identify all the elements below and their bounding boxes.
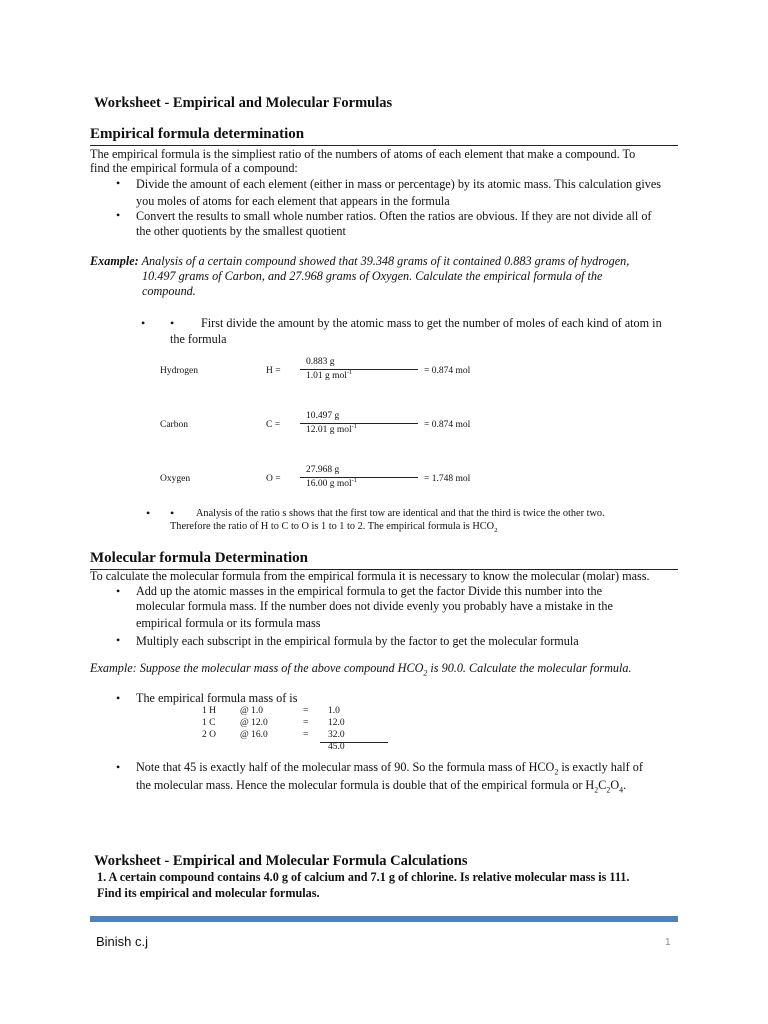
mass-at: @ 16.0 xyxy=(240,730,268,740)
example-text1: Analysis of a certain compound showed that 39.348 grams of it contained 0.883 grams of hydrogen, xyxy=(141,254,630,268)
mass-eq: = xyxy=(303,730,309,740)
mass-at: @ 1.0 xyxy=(240,706,263,716)
bullet-dot: • xyxy=(116,760,121,774)
carbon-symbol: C = xyxy=(266,420,281,430)
step1-line2: the formula xyxy=(170,332,227,346)
oxygen-symbol: O = xyxy=(266,474,281,484)
carbon-label: Carbon xyxy=(160,420,188,430)
bullet-dot: • xyxy=(116,633,121,647)
empirical-heading: Empirical formula determination xyxy=(90,126,305,142)
question1-line2: Find its empirical and molecular formulas. xyxy=(97,886,320,900)
step2-line2: Therefore the ratio of H to C to O is 1 to 1 to 2. The empirical formula is $HCO_2$ xyxy=(170,521,498,535)
hydrogen-denominator: 1.01 g mol$^{-1}$ xyxy=(306,370,353,382)
molecular-heading: Molecular formula Determination xyxy=(90,550,309,566)
mass-value: 12.0 xyxy=(328,718,345,728)
oxygen-denominator: 16.00 g mol$^{-1}$ xyxy=(306,478,357,490)
bullet-dot: • xyxy=(116,208,121,222)
mass-value: 1.0 xyxy=(328,706,340,716)
molecular-intro: To calculate the molecular formula from the empirical formula it is necessary to know the molecular (molar) mass. xyxy=(90,569,650,583)
note-line1: Note that 45 is exactly half of the molecular mass of 90. So the formula mass of $HCO_2$ is exactly half of xyxy=(136,760,643,777)
empirical-bullet2-line1: Convert the results to small whole number ratios. Often the ratios are obvious. If they are not divide all of xyxy=(136,209,652,223)
step1-line1: First divide the amount by the atomic mass to get the number of moles of each kind of atom in xyxy=(201,316,662,330)
bullet-dot: • xyxy=(170,506,175,520)
question1-line1: 1. A certain compound contains 4.0 g of calcium and 7.1 g of chlorine. Is relative molecular mass is 111. xyxy=(97,870,630,884)
mass-eq: = xyxy=(303,718,309,728)
example-line1 xyxy=(90,254,629,269)
mass-value: 32.0 xyxy=(328,730,345,740)
bullet-dot: • xyxy=(170,316,175,330)
hydrogen-result: = 0.874 mol xyxy=(424,366,471,376)
document-title: Worksheet - Empirical and Molecular Formulas xyxy=(94,95,393,111)
empirical-bullet2-line2: the other quotients by the smallest quotient xyxy=(136,224,346,238)
hydrogen-numerator: 0.883 g xyxy=(306,357,335,367)
mass-eq: = xyxy=(303,706,309,716)
bullet-dot: • xyxy=(116,584,121,598)
carbon-result: = 0.874 mol xyxy=(424,420,471,430)
empirical-intro-line1: The empirical formula is the simpliest ratio of the numbers of atoms of each element that make a compound. To xyxy=(90,147,636,161)
mass-at: @ 12.0 xyxy=(240,718,268,728)
oxygen-result: = 1.748 mol xyxy=(424,474,471,484)
footer-bar xyxy=(90,916,678,922)
oxygen-label: Oxygen xyxy=(160,474,191,484)
bullet-dot: • xyxy=(116,176,121,190)
bullet-dot: • xyxy=(116,691,121,705)
molecular-bullet1-line2: molecular formula mass. If the number does not divide evenly you probably have a mistake in the xyxy=(136,599,613,613)
mass-intro: The empirical formula mass of is xyxy=(136,691,298,705)
carbon-numerator: 10.497 g xyxy=(306,411,340,421)
note-line2: the molecular mass. Hence the molecular formula is double that of the empirical formula or $H_2C_2O_4$. xyxy=(136,778,627,795)
example-label: Example: xyxy=(90,254,139,268)
mass-atom: 1 C xyxy=(202,718,216,728)
example-line2: 10.497 grams of Carbon, and 27.968 grams of Oxygen. Calculate the empirical formula of the xyxy=(142,269,603,283)
molecular-example: Example: Suppose the molecular mass of the above compound $HCO_2$ is 90.0. Calculate the molecular formula. xyxy=(90,661,632,678)
hydrogen-symbol: H = xyxy=(266,366,281,376)
hydrogen-label: Hydrogen xyxy=(160,366,198,376)
empirical-bullet1-line2: you moles of atoms for each element that appears in the formula xyxy=(136,194,450,208)
mass-atom: 2 O xyxy=(202,730,216,740)
carbon-denominator: 12.01 g mol$^{-1}$ xyxy=(306,424,357,436)
empirical-intro-line2: find the empirical formula of a compound: xyxy=(90,161,298,175)
molecular-bullet2: Multiply each subscript in the empirical formula by the factor to get the molecular formula xyxy=(136,634,579,648)
molecular-bullet1-line1: Add up the atomic masses in the empirical formula to get the factor Divide this number into the xyxy=(136,584,603,598)
empirical-bullet1-line1: Divide the amount of each element (either in mass or percentage) by its atomic mass. This calculation gives xyxy=(136,177,662,191)
mass-total: 45.0 xyxy=(328,742,345,752)
footer-author: Binish c.j xyxy=(96,934,149,949)
mass-atom: 1 H xyxy=(202,706,216,716)
example-line3: compound. xyxy=(142,284,196,298)
bullet-dot: • xyxy=(146,506,151,520)
oxygen-numerator: 27.968 g xyxy=(306,465,340,475)
molecular-bullet1-line3: empirical formula or its formula mass xyxy=(136,616,321,630)
empirical-heading-rule xyxy=(90,145,678,146)
worksheet-heading: Worksheet - Empirical and Molecular Formula Calculations xyxy=(94,853,468,869)
bullet-dot: • xyxy=(141,316,146,330)
footer-page-number: 1 xyxy=(665,937,671,948)
step2-line1: Analysis of the ratio s shows that the first tow are identical and that the third is twice the other two. xyxy=(196,508,605,519)
